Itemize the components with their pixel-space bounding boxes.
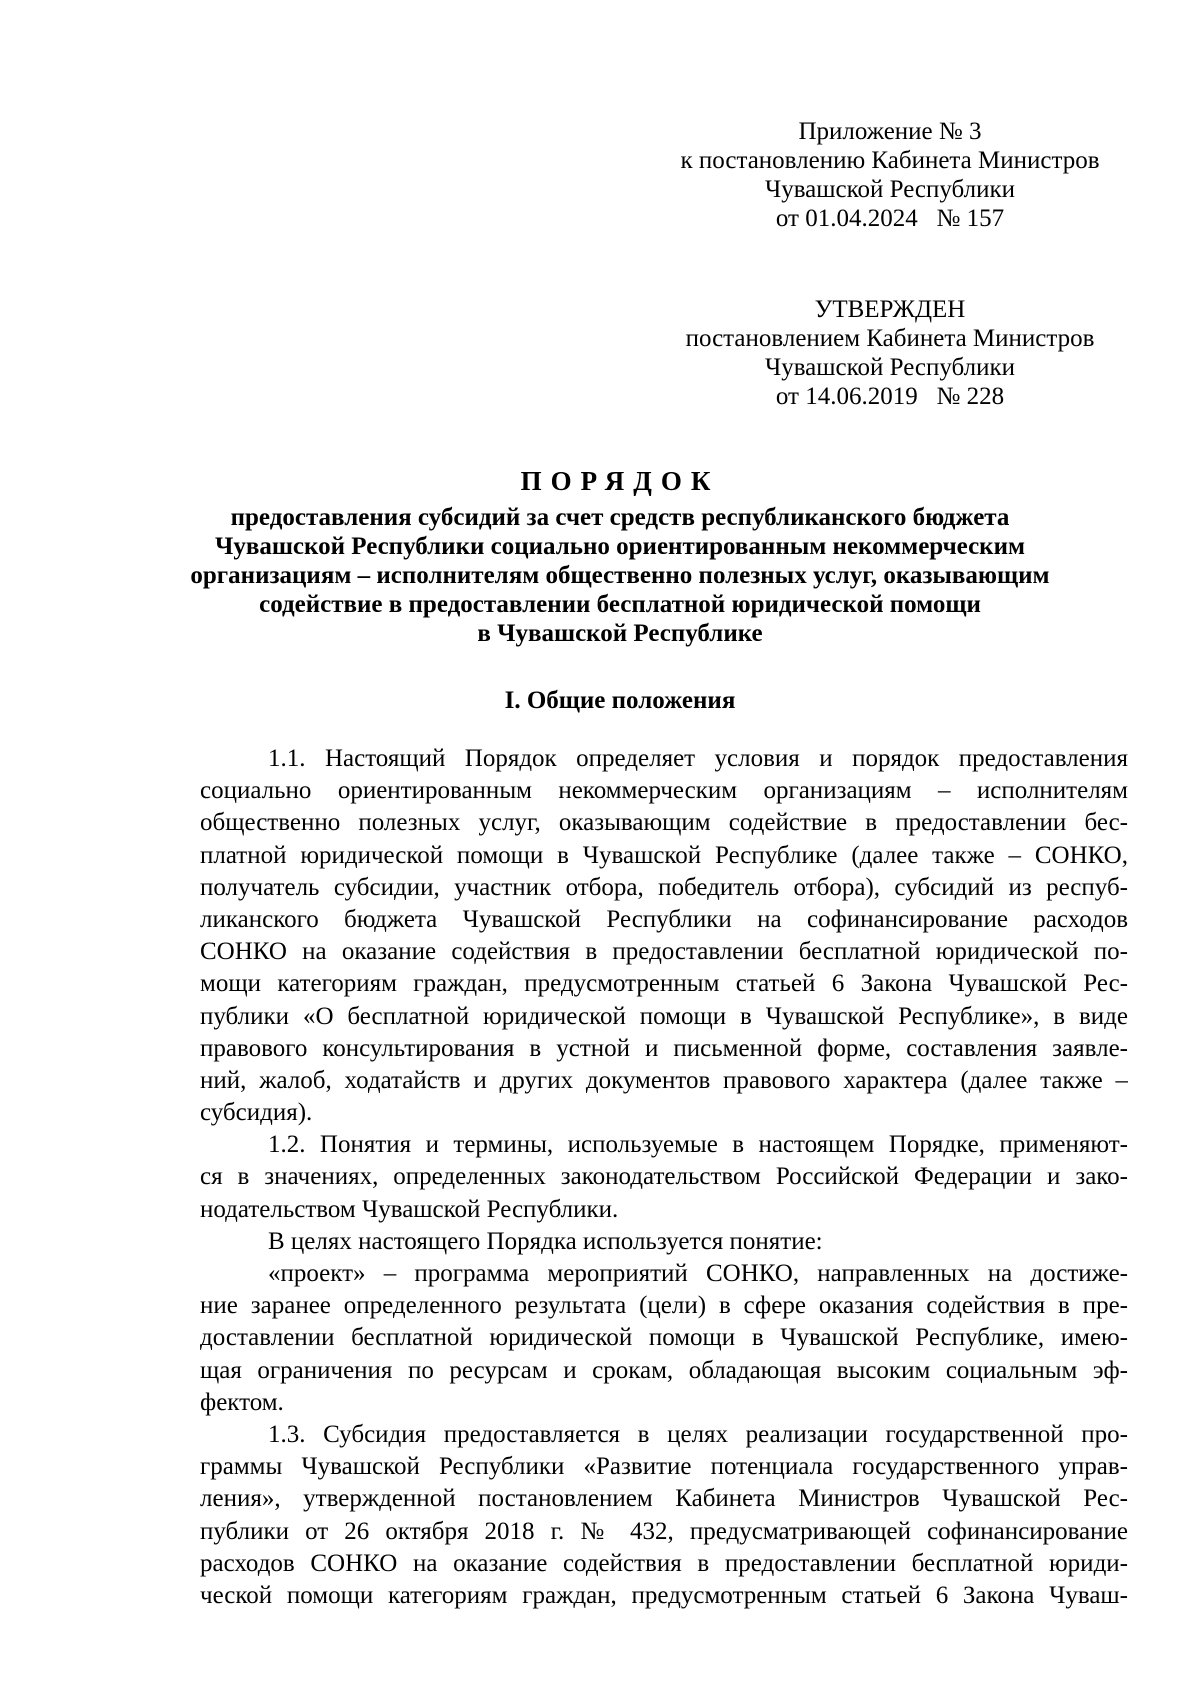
approved-line-1: УТВЕРЖДЕН xyxy=(814,296,966,323)
body-line: В целях настоящего Порядка используется понятие: xyxy=(268,1227,823,1255)
approved-line-4: от 14.06.2019 № 228 xyxy=(775,383,1005,410)
body-text xyxy=(200,743,1128,1612)
approval-line-2: к постановлению Кабинета Министров xyxy=(680,147,1100,174)
approval-block xyxy=(660,117,1120,233)
approved-line-3: Чувашской Республики xyxy=(764,354,1016,381)
document-subtitle-line: содействие в предоставлении бесплатной юридической помощи xyxy=(259,591,981,618)
document-subtitle-line: организациям – исполнителям общественно полезных услуг, оказывающим xyxy=(190,562,1050,589)
body-line: «проект» – программа мероприятий СОНКО, направленных на достиже- xyxy=(268,1260,1128,1287)
body-line: платной юридической помощи в Чувашской Республике (далее также – СОНКО, xyxy=(200,841,1128,869)
document-title-block xyxy=(140,465,1100,648)
approval-line-4: от 01.04.2024 № 157 xyxy=(775,205,1005,232)
approved-block xyxy=(660,295,1120,411)
body-line: 1.1. Настоящий Порядок определяет условия и порядок предоставления xyxy=(268,745,1128,772)
body-line: ления», утвержденной постановлением Кабинета Министров Чувашской Рес- xyxy=(200,1485,1128,1513)
body-line: публики «О бесплатной юридической помощи в Чувашской Республике», в виде xyxy=(200,1002,1128,1030)
body-line: ческой помощи категориям граждан, предусмотренным статьей 6 Закона Чуваш- xyxy=(200,1581,1128,1609)
body-line: правового консультирования в устной и письменной форме, составления заявле- xyxy=(200,1034,1128,1062)
approval-line-1: Приложение № 3 xyxy=(798,118,982,145)
document-subtitle-line: в Чувашской Республике xyxy=(477,620,763,647)
body-line: ликанского бюджета Чувашской Республики на софинансирование расходов xyxy=(200,905,1128,933)
document-title: ПОРЯДОК xyxy=(520,466,720,496)
body-line: публики от 26 октября 2018 г. № 432, предусматривающей софинансирование xyxy=(200,1517,1128,1545)
approval-line-3: Чувашской Республики xyxy=(764,176,1016,203)
document-subtitle-line: предоставления субсидий за счет средств республиканского бюджета xyxy=(230,504,1010,531)
body-line: нодательством Чувашской Республики. xyxy=(200,1195,619,1223)
section-heading: I. Общие положения xyxy=(504,687,736,714)
body-line: доставлении бесплатной юридической помощи в Чувашской Республике, имею- xyxy=(200,1324,1128,1352)
body-line: СОНКО на оказание содействия в предоставлении бесплатной юридической по- xyxy=(200,938,1128,966)
body-line: мощи категориям граждан, предусмотренным статьей 6 Закона Чувашской Рес- xyxy=(200,970,1128,998)
body-line: субсидия). xyxy=(200,1099,313,1127)
approved-line-2: постановлением Кабинета Министров xyxy=(685,325,1095,352)
body-line: 1.2. Понятия и термины, используемые в настоящем Порядке, применяют- xyxy=(268,1131,1128,1159)
body-line: 1.3. Субсидия предоставляется в целях реализации государственной про- xyxy=(268,1420,1128,1448)
body-line: ся в значениях, определенных законодательством Российской Федерации и зако- xyxy=(200,1163,1128,1191)
body-line: ний, жалоб, ходатайств и других документов правового характера (далее также – xyxy=(200,1066,1128,1094)
body-line: щая ограничения по ресурсам и срокам, обладающая высоким социальным эф- xyxy=(200,1356,1128,1384)
body-line: общественно полезных услуг, оказывающим содействие в предоставлении бес- xyxy=(200,809,1128,837)
body-line: ние заранее определенного результата (цели) в сфере оказания содействия в пре- xyxy=(200,1292,1128,1320)
body-line: расходов СОНКО на оказание содействия в предоставлении бесплатной юриди- xyxy=(200,1549,1128,1577)
document-subtitle-line: Чувашской Республики социально ориентированным некоммерческим xyxy=(214,533,1026,560)
body-line: граммы Чувашской Республики «Развитие потенциала государственного управ- xyxy=(200,1453,1128,1481)
body-line: социально ориентированным некоммерческим организациям – исполнителям xyxy=(200,777,1128,805)
body-line: получатель субсидии, участник отбора, победитель отбора), субсидий из респуб- xyxy=(200,873,1128,901)
body-line: фектом. xyxy=(200,1388,284,1416)
